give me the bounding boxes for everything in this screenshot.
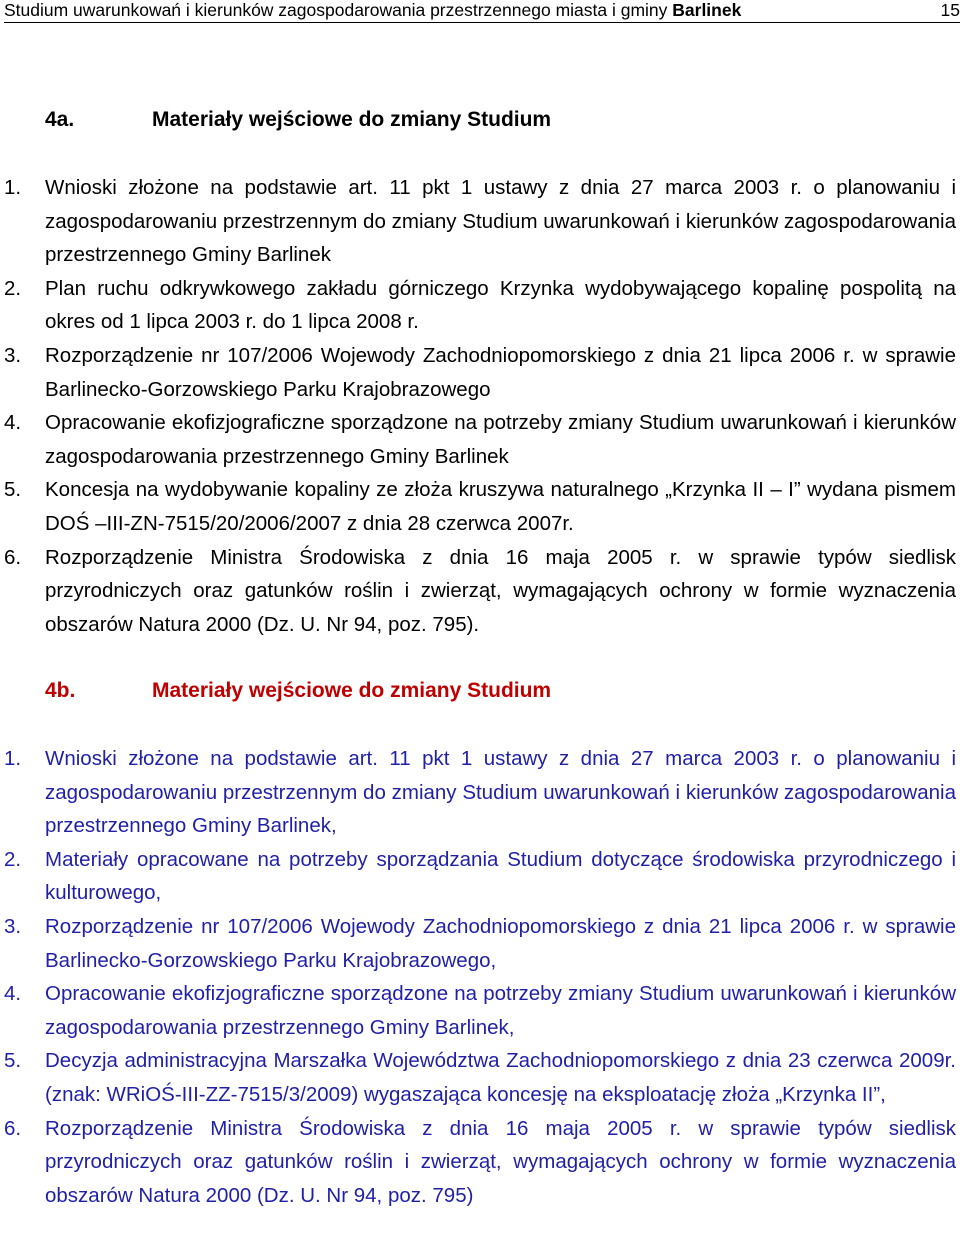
item-text: Rozporządzenie nr 107/2006 Wojewody Zachodniopomorskiego z dnia 21 lipca 2006 r. w sprawie Barlinecko-Gorzowskiego Parku Krajobrazowego, xyxy=(45,914,956,972)
section-list-4a xyxy=(0,171,956,641)
item-text: Rozporządzenie Ministra Środowiska z dnia 16 maja 2005 r. w sprawie typów siedlisk przyrodniczych oraz gatunków roślin i zwierząt, wymagających ochrony w formie wyznaczenia obszarów Natura 2000 (Dz. U. Nr 94, poz. 795) xyxy=(45,1116,956,1207)
item-number: 5. xyxy=(4,478,22,502)
list-item xyxy=(0,406,956,473)
list-item xyxy=(0,843,956,910)
section-title: Materiały wejściowe do zmiany Studium xyxy=(152,679,552,702)
item-text: Opracowanie ekofizjograficzne sporządzone na potrzeby zmiany Studium uwarunkowań i kierunków zagospodarowania przestrzennego Gminy Barlinek, xyxy=(45,982,956,1039)
list-item xyxy=(0,541,956,642)
item-number: 6. xyxy=(4,545,22,569)
item-text: Rozporządzenie nr 107/2006 Wojewody Zachodniopomorskiego z dnia 21 lipca 2006 r. w sprawie Barlinecko-Gorzowskiego Parku Krajobrazowego xyxy=(45,343,956,401)
list-item xyxy=(0,171,956,272)
item-number: 3. xyxy=(4,914,22,938)
item-number: 6. xyxy=(4,1116,22,1140)
item-number: 4. xyxy=(4,411,22,435)
item-number: 2. xyxy=(4,847,22,871)
document-title xyxy=(4,0,741,20)
item-number: 4. xyxy=(4,982,22,1006)
item-text: Decyzja administracyjna Marszałka Województwa Zachodniopomorskiego z dnia 23 czerwca 2009r. (znak: WRiOŚ-III-ZZ-7515/3/2009) wygaszająca koncesję na eksploatację złoża „Krzynka II”, xyxy=(45,1049,956,1106)
page-header xyxy=(4,0,960,23)
section-heading-4a xyxy=(45,107,551,133)
document-title-plain: Studium uwarunkowań i kierunków zagospodarowania przestrzennego miasta i gminy xyxy=(4,0,673,20)
list-item xyxy=(0,272,956,339)
page-number: 15 xyxy=(940,0,960,20)
item-text: Wnioski złożone na podstawie art. 11 pkt 1 ustawy z dnia 27 marca 2003 r. o planowaniu i zagospodarowaniu przestrzennym do zmiany Studium uwarunkowań i kierunków zagospodarowania przestrzennego Gminy Barlinek, xyxy=(45,747,956,838)
section-number: 4a. xyxy=(45,108,75,131)
list-item xyxy=(0,742,956,843)
list-item xyxy=(0,1112,956,1213)
list-item xyxy=(0,339,956,406)
list-item xyxy=(0,473,956,540)
item-number: 1. xyxy=(4,747,22,770)
section-number: 4b. xyxy=(45,679,76,702)
item-number: 3. xyxy=(4,343,22,367)
list-item xyxy=(0,977,956,1044)
item-text: Rozporządzenie Ministra Środowiska z dnia 16 maja 2005 r. w sprawie typów siedlisk przyrodniczych oraz gatunków roślin i zwierząt, wymagających ochrony w formie wyznaczenia obszarów Natura 2000 (Dz. U. Nr 94, poz. 795). xyxy=(45,545,956,636)
item-number: 1. xyxy=(4,176,22,199)
item-text: Materiały opracowane na potrzeby sporządzania Studium dotyczące środowiska przyrodniczego i kulturowego, xyxy=(45,847,956,905)
item-text: Koncesja na wydobywanie kopaliny ze złoża kruszywa naturalnego „Krzynka II – I” wydana pismem DOŚ –III-ZN-7515/20/2006/2007 z dnia 28 czerwca 2007r. xyxy=(45,478,956,535)
item-number: 5. xyxy=(4,1049,22,1073)
list-item xyxy=(0,910,956,977)
item-number: 2. xyxy=(4,276,22,300)
item-text: Wnioski złożone na podstawie art. 11 pkt 1 ustawy z dnia 27 marca 2003 r. o planowaniu i zagospodarowaniu przestrzennym do zmiany Studium uwarunkowań i kierunków zagospodarowania przestrzennego Gminy Barlinek xyxy=(45,176,956,267)
item-text: Opracowanie ekofizjograficzne sporządzone na potrzeby zmiany Studium uwarunkowań i kierunków zagospodarowania przestrzennego Gminy Barlinek xyxy=(45,411,956,468)
section-title: Materiały wejściowe do zmiany Studium xyxy=(152,108,552,131)
list-item xyxy=(0,1044,956,1111)
item-text: Plan ruchu odkrywkowego zakładu górniczego Krzynka wydobywającego kopalinę pospolitą na okres od 1 lipca 2003 r. do 1 lipca 2008 r. xyxy=(45,276,956,334)
document-title-bold: Barlinek xyxy=(672,0,742,20)
section-heading-4b xyxy=(45,678,551,704)
section-list-4b xyxy=(0,742,956,1212)
